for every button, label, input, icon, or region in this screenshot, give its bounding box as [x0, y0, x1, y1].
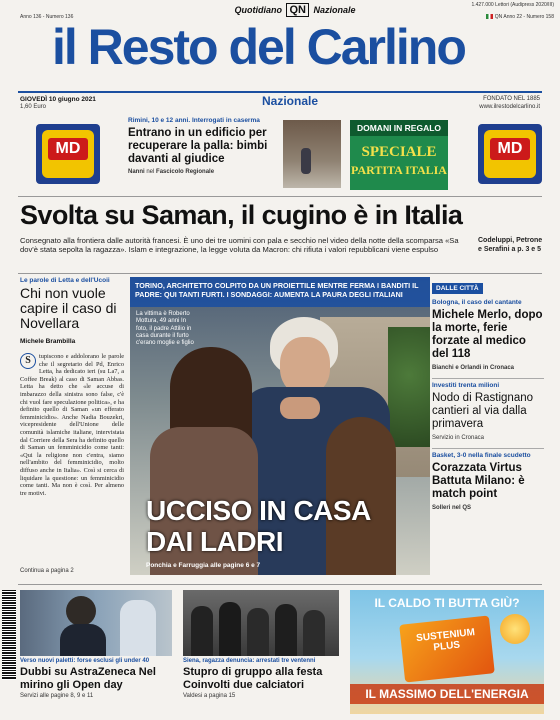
newspaper-title: il Resto del Carlino [52, 19, 465, 75]
teaser-photo [283, 120, 341, 188]
vaccine-photo [20, 590, 172, 656]
photo-trees [388, 327, 430, 447]
editorial-body-wrap [20, 353, 124, 497]
founded: FONDATO NEL 1885 [483, 96, 540, 102]
md-ad-left[interactable]: MD [36, 124, 100, 184]
editorial-author: Michele Brambilla [20, 338, 76, 345]
qn-logo: QN [286, 3, 309, 17]
photo-caption: La vittima è Roberto Mottura, 49 anni In foto, il padre Attilio in casa durante il furto c'erano moglie e figlio [136, 311, 194, 347]
ad-product-box [399, 615, 495, 682]
center-headline-2: DAI LADRI [146, 526, 284, 557]
bottom-left-headline: Dubbi su AstraZeneca Nel mirino gli Open day [20, 666, 156, 691]
edition-label: Nazionale [261, 94, 318, 108]
qn-quotidiano: Quotidiano [234, 5, 282, 15]
date: GIOVEDÌ 10 giugno 2021 [20, 96, 96, 103]
ad-sun-icon [500, 614, 530, 644]
issue-number: Anno 136 - Numero 136 [20, 14, 74, 20]
sustenium-ad[interactable] [350, 590, 544, 714]
section-label: DALLE CITTÀ [432, 283, 483, 294]
promo-line1: DOMANI IN REGALO [350, 120, 448, 136]
teaser-headline: Entrano in un edificio per recuperare la palla: bimbi davanti al giudice [128, 127, 268, 165]
price: 1,60 Euro [20, 104, 47, 110]
ad-top-text: IL CALDO TI BUTTA GIÙ? [374, 596, 520, 610]
editorial-dropcap: S [20, 353, 36, 369]
bottom-mid-story[interactable]: Siena, ragazza denuncia: arrestati tre ventenni Stupro di gruppo alla festa Coinvolti due calciatori Valdesi a pagina 15 [183, 658, 343, 700]
editorial-body: tupiscono e addolorano le parole che il segretario del Pd, Enrico Letta, ha dedicato ieri (su La7, a Coffee Break) al caso di Saman Abbas. Letta ha detto che «le accuse di imbarazzo della sinistra sono false, c'è chi vuol fare speculazione politica», e ha definito quello di Saman «un efferato femminicidio». Anche Nadia Bouzekri, vicepresidente dell'Unione delle comunità islamiche italiane, intervistata dal Corriere della Sera ha definito quello di Saman un femminicidio come tanti: «Qui la religione non c'entra, siamo nell'ambito del femminicidio, molto diffuso anche in Italia». Così si cerca di liquidare la questione: un femminicidio come tanti. Ma non è così. Per almeno tre motivi. [20, 353, 124, 497]
qn-bar [215, 4, 375, 17]
promo-box[interactable] [350, 120, 448, 190]
right-item-1[interactable]: Bologna, il caso del cantante Michele Merlo, dopo la morte, ferie forzate al medico del 118 Bianchi e Orlandi in Cronaca [432, 299, 543, 371]
lead-headline[interactable]: Svolta su Saman, il cugino è in Italia [20, 200, 463, 230]
right-item-3-headline: Corazzata Virtus Battuta Milano: è match point [432, 462, 525, 500]
ad-bottom-text: IL MASSIMO DELL'ENERGIA [350, 684, 544, 704]
masthead [0, 0, 560, 118]
promo-line3: PARTITA ITALIA [351, 163, 447, 177]
bottom-left-story[interactable]: Verso nuovi paletti: forse esclusi gli under 40 Dubbi su AstraZeneca Nel mirino gli Open day Servizi alle pagine 8, 9 e 11 [20, 658, 172, 700]
ad-brand: SUSTENIUM PLUS [415, 627, 476, 654]
bottom-mid-headline: Stupro di gruppo alla festa Coinvolti due calciatori [183, 666, 323, 691]
teaser[interactable] [128, 117, 280, 189]
teaser-kicker: Rimini, 10 e 12 anni. Interrogati in caserma [128, 117, 260, 124]
promo-line2: SPECIALE [361, 144, 437, 160]
editorial-headline: Chi non vuole capire il caso di Novellara [20, 285, 117, 331]
center-headline-1: UCCISO IN CASA [146, 495, 371, 526]
right-item-1-headline: Michele Merlo, dopo la morte, ferie forzate al medico del 118 [432, 309, 543, 360]
editorial-continue[interactable]: Continua a pagina 2 [20, 568, 74, 574]
lead-byline: Codeluppi, Petrone e Serafini a p. 3 e 5 [478, 237, 543, 253]
readers: 1.427.000 Lettori (Audipress 2020/III) [471, 2, 554, 8]
right-item-3[interactable]: Basket, 3-0 nella finale scudetto Corazzata Virtus Battuta Milano: è match point Solleri nel QS [432, 452, 544, 512]
qn-issue: QN Anno 22 - Numero 158 [486, 14, 554, 21]
right-item-2-headline: Nodo di Rastignano cantieri al via dalla primavera [432, 392, 534, 430]
barcode [2, 590, 16, 680]
editorial[interactable] [20, 277, 124, 582]
md-ad-right[interactable]: MD [478, 124, 542, 184]
center-banner[interactable]: TORINO, ARCHITETTO COLPITO DA UN PROIETTILE MENTRE FERMA I BANDITI IL PADRE: QUI TANTI FURTI. I SONDAGGI: AUMENTA LA PAURA DEGLI ITALIANI [130, 277, 430, 307]
teaser-byline: Nanni nel Fascicolo Regionale [128, 169, 215, 175]
photo-hands [280, 397, 320, 419]
qn-nazionale: Nazionale [313, 5, 356, 15]
center-headline[interactable] [146, 495, 426, 557]
website[interactable]: www.ilrestodelcarlino.it [479, 104, 540, 110]
center-byline: Ponchia e Farruggia alle pagine 6 e 7 [146, 562, 261, 569]
editorial-kicker: Le parole di Letta e dell'Ucoii [20, 277, 110, 284]
right-column [432, 277, 544, 577]
siena-photo [183, 590, 339, 656]
lead-summary: Consegnato alla frontiera dalle autorità francesi. È uno dei tre uomini con pala e secchio nel video della notte della scomparsa «Sa dov'è stata sepolta la ragazza». Islam e integrazione, la legge voluta da Macron: chi rifiuta i valori repubblicani viene espulso [20, 236, 459, 255]
right-item-2[interactable]: Investiti trenta milioni Nodo di Rastignano cantieri al via dalla primavera Servizio in Cronaca [432, 382, 544, 442]
